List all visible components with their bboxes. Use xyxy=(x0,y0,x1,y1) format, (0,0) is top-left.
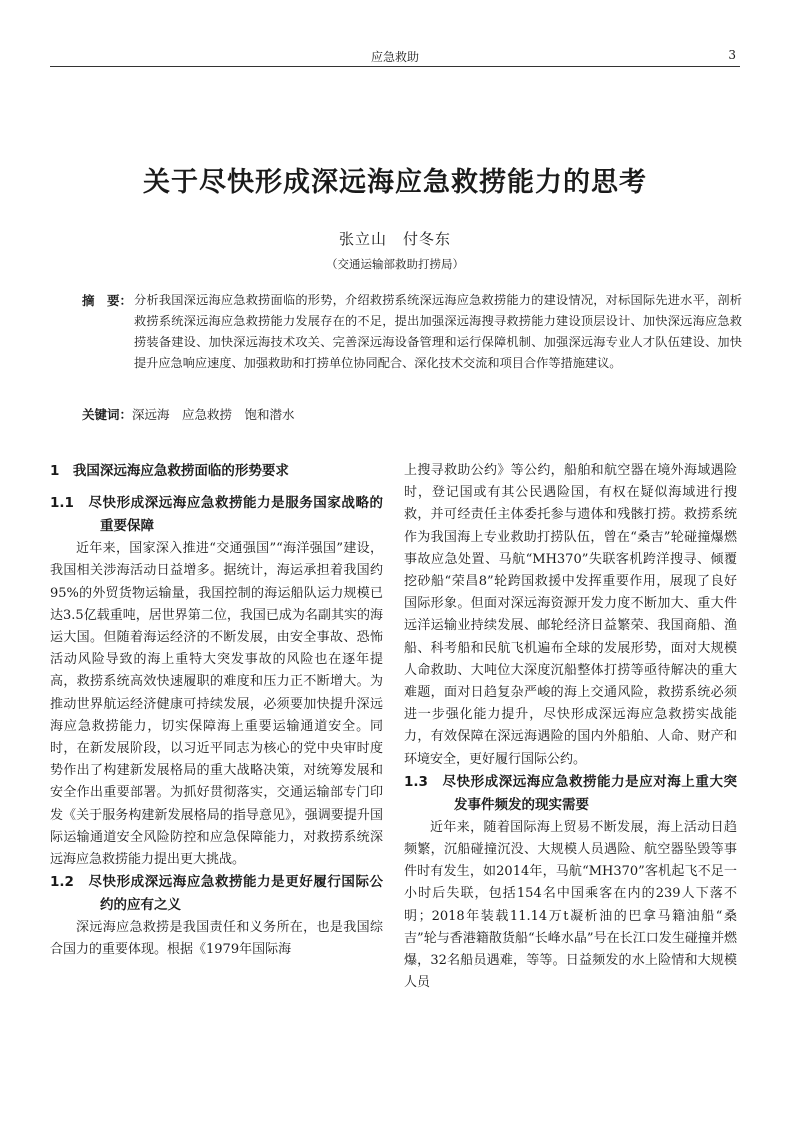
keywords-label: 关键词： xyxy=(82,407,133,422)
abstract-block xyxy=(82,290,742,374)
body-column-left xyxy=(50,460,383,962)
running-header xyxy=(50,44,740,67)
abstract-text: 分析我国深远海应急救捞面临的形势，介绍救捞系统深远海应急救捞能力的建设情况，对标国际先进水平，剖析救捞系统深远海应急救捞能力发展存在的不足，提出加强深远海搜寻救捞能力建设顶层设计、加快深远海应急救捞装备建设、加快深远海技术攻关、完善深远海设备管理和运行保障机制、加强深远海专业人才队伍建设、加快提升应急响应速度、加强救助和打捞单位协同配合、深化技术交流和项目合作等措施建议。 xyxy=(134,293,742,370)
subsection-1-3-heading: 1.3 尽快形成深远海应急救捞能力是应对海上重大突发事件频发的现实需要 xyxy=(404,773,737,813)
subsection-1-2-heading: 1.2 尽快形成深远海应急救捞能力是更好履行国际公约的应有之义 xyxy=(50,874,383,914)
keywords-block xyxy=(82,404,742,425)
keywords-text: 深远海 应急救捞 饱和潜水 xyxy=(132,407,295,422)
subsection-1-2-paragraph: 深远海应急救捞是我国责任和义务所在，也是我国综合国力的重要体现。根据《1979年国际海 xyxy=(50,920,383,958)
author-affiliation: （交通运输部救助打捞局） xyxy=(326,257,464,271)
subsection-1-1-heading: 1.1 尽快形成深远海应急救捞能力是服务国家战略的重要保障 xyxy=(50,495,383,535)
section-1-heading: 1 我国深远海应急救捞面临的形势要求 xyxy=(50,463,289,479)
subsection-1-1-paragraph: 近年来，国家深入推进“交通强国”“海洋强国”建设，我国相关涉海活动日益增多。据统计，海运承担着我国约95%的外贸货物运输量，我国控制的海运船队运力规模已达3.5亿载重吨，居世界第二位，我国已成为名副其实的海运大国。但随着海运经济的不断发展，由安全事故、恐怖活动风险导致的海上重特大突发事故的风险也在逐年提高，救捞系统高效快速履职的难度和压力正不断增大。为推动世界航运经济健康可持续发展，必须要加快提升深远海应急救捞能力，切实保障海上重要运输通道安全。同时，在新发展阶段，以习近平同志为核心的党中央审时度势作出了构建新发展格局的重大战略决策，对统筹发展和安全作出重要部署。为抓好贯彻落实，交通运输部专门印发《关于服务构建新发展格局的指导意见》，强调要提升国际运输通道安全风险防控和应急保障能力，对救捞系统深远海应急救捞能力提出更大挑战。 xyxy=(50,541,383,868)
subsection-1-3-paragraph: 近年来，随着国际海上贸易不断发展，海上活动日趋频繁，沉船碰撞沉没、大规模人员遇险、航空器坠毁等事件时有发生，如2014年，马航“MH370”客机起飞不足一小时后失联，包括154名中国乘客在内的239人下落不明；2018年装载11.14万t凝析油的巴拿马籍油船“桑吉”轮与香港籍散货船“长峰水晶”号在长江口发生碰撞并燃爆，32名船员遇难，等等。日益频发的水上险情和大规模人员 xyxy=(404,819,737,991)
header-section-title: 应急救助 xyxy=(370,50,419,64)
abstract-label: 摘 要： xyxy=(82,293,133,308)
body-column-right xyxy=(404,460,737,994)
page-number: 3 xyxy=(728,48,736,62)
subsection-1-2-paragraph-continued: 上搜寻救助公约》等公约，船舶和航空器在境外海域遇险时，登记国或有其公民遇险国，有权在疑似海域进行搜救，并可经责任主体委托参与遗体和残骸打捞。救捞系统作为我国海上专业救助打捞队伍，曾在“桑吉”轮碰撞爆燃事故应急处置、马航“MH370”失联客机跨洋搜寻、倾覆挖砂船“荣昌8”轮跨国救援中发挥重要作用，展现了良好国际形象。但面对深远海资源开发力度不断加大、重大件远洋运输业持续发展、邮轮经济日益繁荣、我国商船、渔船、科考船和民航飞机遍布全球的发展形势，面对大规模人命救助、大吨位大深度沉船整体打捞等亟待解决的重大难题，面对日趋复杂严峻的海上交通风险，救捞系统必须进一步强化能力提升，尽快形成深远海应急救捞实战能力，有效保障在深远海遇险的国内外船舶、人命、财产和环境安全，更好履行国际公约。 xyxy=(404,463,737,767)
article-title: 关于尽快形成深远海应急救捞能力的思考 xyxy=(143,167,647,198)
article-authors: 张立山 付冬东 xyxy=(338,230,451,248)
